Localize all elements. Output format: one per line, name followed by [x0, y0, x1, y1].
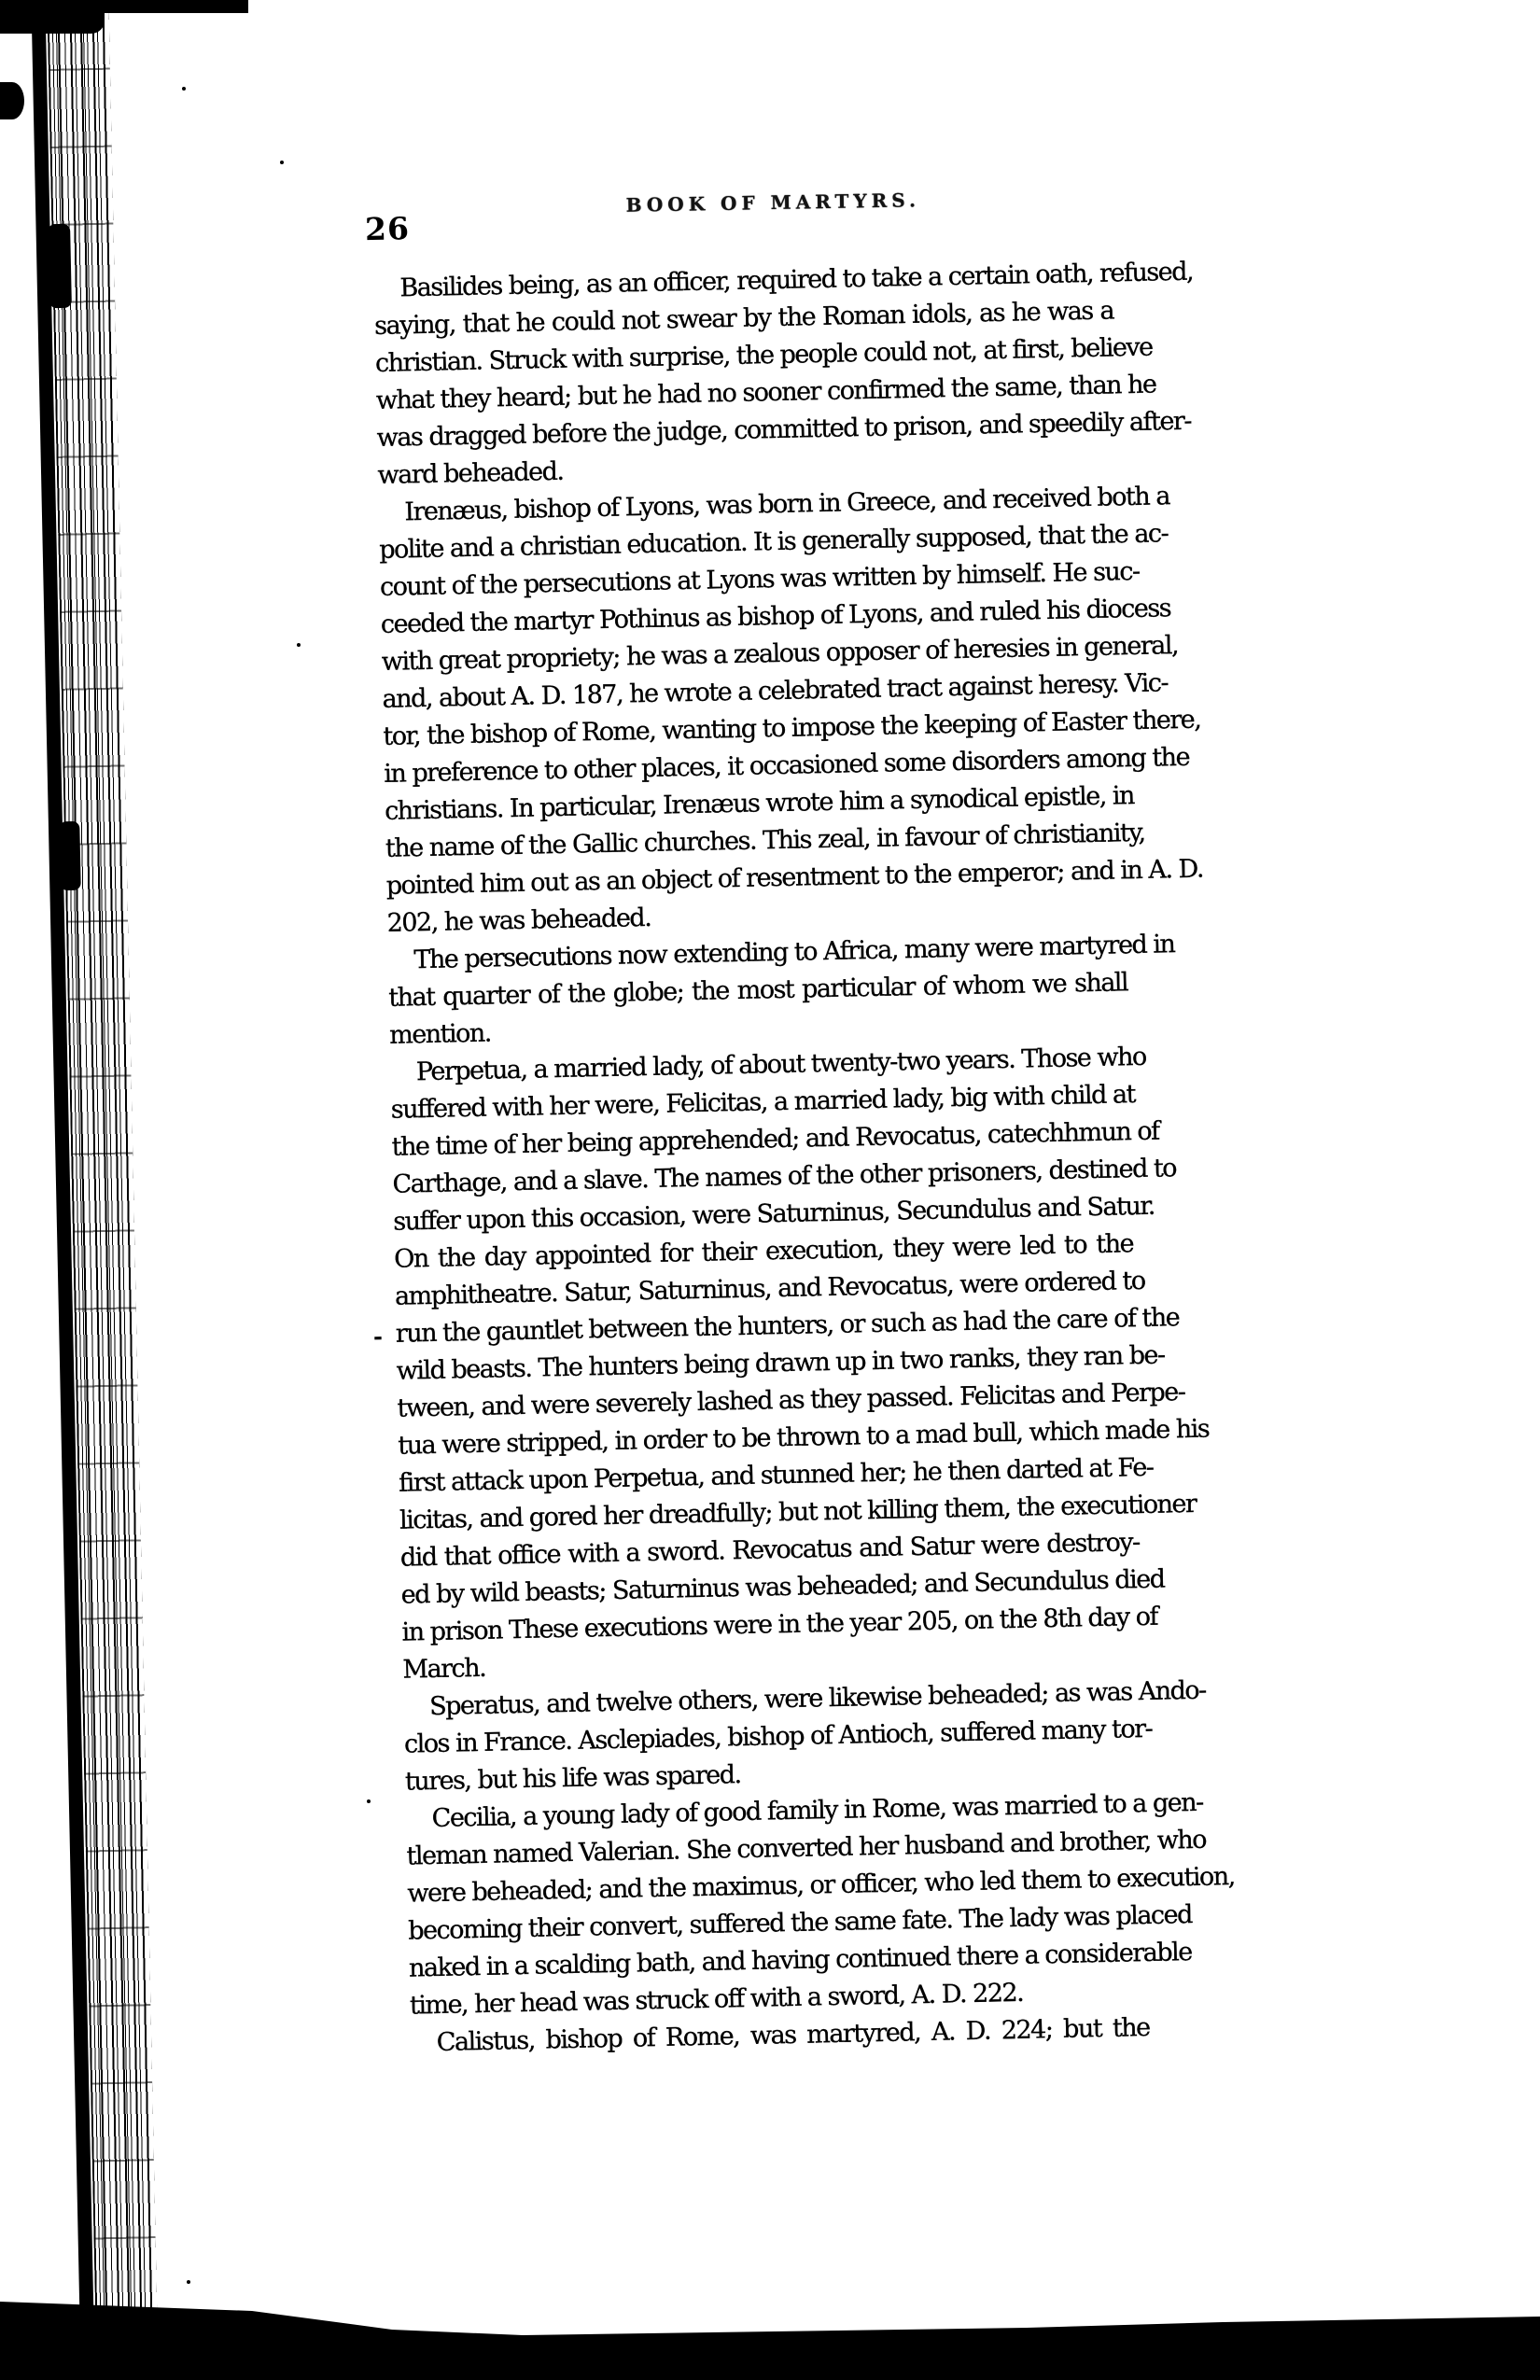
- text-line: Basilides being, as an officer, required to take a certain oath, refused,: [399, 257, 1194, 303]
- text-line: On the day appointed for their execution, they were led to the: [393, 1229, 1134, 1274]
- text-line: mention.: [388, 1018, 492, 1050]
- text-block: [364, 189, 1235, 2062]
- text-line: what they heard; but he had no sooner confirmed the same, than he: [375, 370, 1156, 415]
- text-line: Speratus, and twelve others, were likewise beheaded; as was Ando-: [428, 1675, 1207, 1722]
- margin-mark: -: [372, 1323, 384, 1351]
- text-line: ward beheaded.: [377, 456, 564, 490]
- spine-top-mark: [0, 82, 24, 119]
- text-line: tleman named Valerian. She converted her husband and brother, who: [406, 1825, 1207, 1871]
- paragraph: [387, 927, 1175, 1055]
- body-text: [373, 255, 1235, 2062]
- text-line: becoming their convert, suffered the same fate. The lady was placed: [407, 1900, 1193, 1946]
- text-line: Perpetua, a married lady, of about twenty-two years. Those who: [415, 1042, 1147, 1087]
- paragraph: [403, 1673, 1207, 1801]
- ink-speck: [187, 2280, 190, 2284]
- ink-speck: [367, 1799, 371, 1803]
- text-line: suffered with her were, Felicitas, a married lady, big with child at: [390, 1080, 1136, 1125]
- text-line: pointed him out as an object of resentment to the emperor; and in A. D.: [385, 854, 1204, 901]
- text-line: run the gauntlet between the hunters, or such as had the care of the: [395, 1303, 1180, 1349]
- text-line: time, her head was struck off with a sword, A. D. 222.: [409, 1978, 1024, 2021]
- paragraph: [405, 1785, 1235, 2025]
- text-line: ed by wild beasts; Saturninus was beheaded; and Secundulus died: [400, 1564, 1165, 1610]
- text-line: licitas, and gored her dreadfully; but not killing them, the executioner: [399, 1489, 1197, 1535]
- text-line: and, about A. D. 187, he wrote a celebrated tract against heresy. Vic-: [382, 668, 1169, 714]
- page-header: [364, 178, 1112, 250]
- ink-speck: [182, 87, 186, 91]
- text-line: Calistus, bishop of Rome, was martyred, A. D. 224; but the: [436, 2013, 1150, 2057]
- text-line: with great propriety; he was a zealous opposer of heresies in general,: [381, 631, 1179, 677]
- text-line: 202, he was beheaded.: [386, 903, 651, 938]
- text-line: The persecutions now extending to Africa, many were martyred in: [413, 930, 1175, 975]
- text-line: Cecilia, a young lady of good family in Rome, was married to a gen-: [431, 1787, 1204, 1834]
- text-line: in preference to other places, it occasioned some disorders among the: [383, 742, 1190, 789]
- text-line: naked in a scalding bath, and having continued there a considerable: [408, 1938, 1193, 1983]
- text-line: christians. In particular, Irenæus wrote him a synodical epistle, in: [384, 781, 1135, 826]
- text-line: polite and a christian education. It is generally supposed, that the ac-: [378, 519, 1169, 565]
- text-line: clos in France. Asclepiades, bishop of Antioch, suffered many tor-: [403, 1714, 1153, 1759]
- text-line: in prison These executions were in the year 205, on the 8th day of: [401, 1602, 1158, 1647]
- text-line: tures, but his life was spared.: [404, 1760, 741, 1797]
- text-line: March.: [402, 1653, 486, 1685]
- scan-blotch: [48, 224, 72, 308]
- paragraph: [378, 479, 1204, 942]
- text-line: first attack upon Perpetua, and stunned her; he then darted at Fe-: [398, 1452, 1154, 1498]
- text-line: saying, that he could not swear by the Roman idols, as he was a: [373, 296, 1114, 341]
- text-line: were beheaded; and the maximus, or officer, who led them to execution,: [407, 1862, 1235, 1909]
- text-line: tween, and were severely lashed as they passed. Felicitas and Perpe-: [397, 1378, 1185, 1423]
- bottom-scan-bar: [0, 2296, 1540, 2380]
- scan-blotch: [59, 821, 81, 890]
- text-line: tor, the bishop of Rome, wanting to impose the keeping of Easter there,: [383, 705, 1201, 751]
- text-line: count of the persecutions at Lyons was written by himself. He suc-: [379, 556, 1140, 602]
- text-line: tua were stripped, in order to be thrown to a mad bull, which made his: [398, 1414, 1210, 1461]
- text-line: amphitheatre. Satur, Saturninus, and Revocatus, were ordered to: [394, 1266, 1145, 1311]
- text-line: ceeded the martyr Pothinus as bishop of Lyons, and ruled his diocess: [380, 594, 1171, 639]
- paragraph: [373, 255, 1194, 495]
- text-line: Carthage, and a slave. The names of the other prisoners, destined to: [392, 1154, 1177, 1199]
- text-line: did that office with a sword. Revocatus and Satur were destroy-: [399, 1528, 1141, 1573]
- ink-speck: [280, 161, 284, 164]
- running-header: BOOK OF MARTYRS.: [625, 189, 921, 217]
- text-line: wild beasts. The hunters being drawn up in two ranks, they ran be-: [396, 1340, 1165, 1386]
- text-line: the time of her being apprehended; and Revocatus, catechhmun of: [391, 1116, 1159, 1162]
- text-line: the name of the Gallic churches. This zeal, in favour of christianity,: [385, 818, 1145, 863]
- text-line: Irenæus, bishop of Lyons, was born in Greece, and received both a: [404, 482, 1170, 527]
- text-line: was dragged before the judge, committed to prison, and speedily after-: [376, 406, 1192, 453]
- text-line: suffer upon this occasion, were Saturninus, Secundulus and Satur.: [393, 1191, 1155, 1237]
- page-number: 26: [364, 210, 411, 248]
- text-line: that quarter of the globe; the most particular of whom we shall: [388, 968, 1128, 1013]
- text-line: christian. Struck with surprise, the people could not, at first, believe: [374, 332, 1153, 378]
- paragraph: [390, 1039, 1210, 1688]
- ink-speck: [297, 643, 301, 647]
